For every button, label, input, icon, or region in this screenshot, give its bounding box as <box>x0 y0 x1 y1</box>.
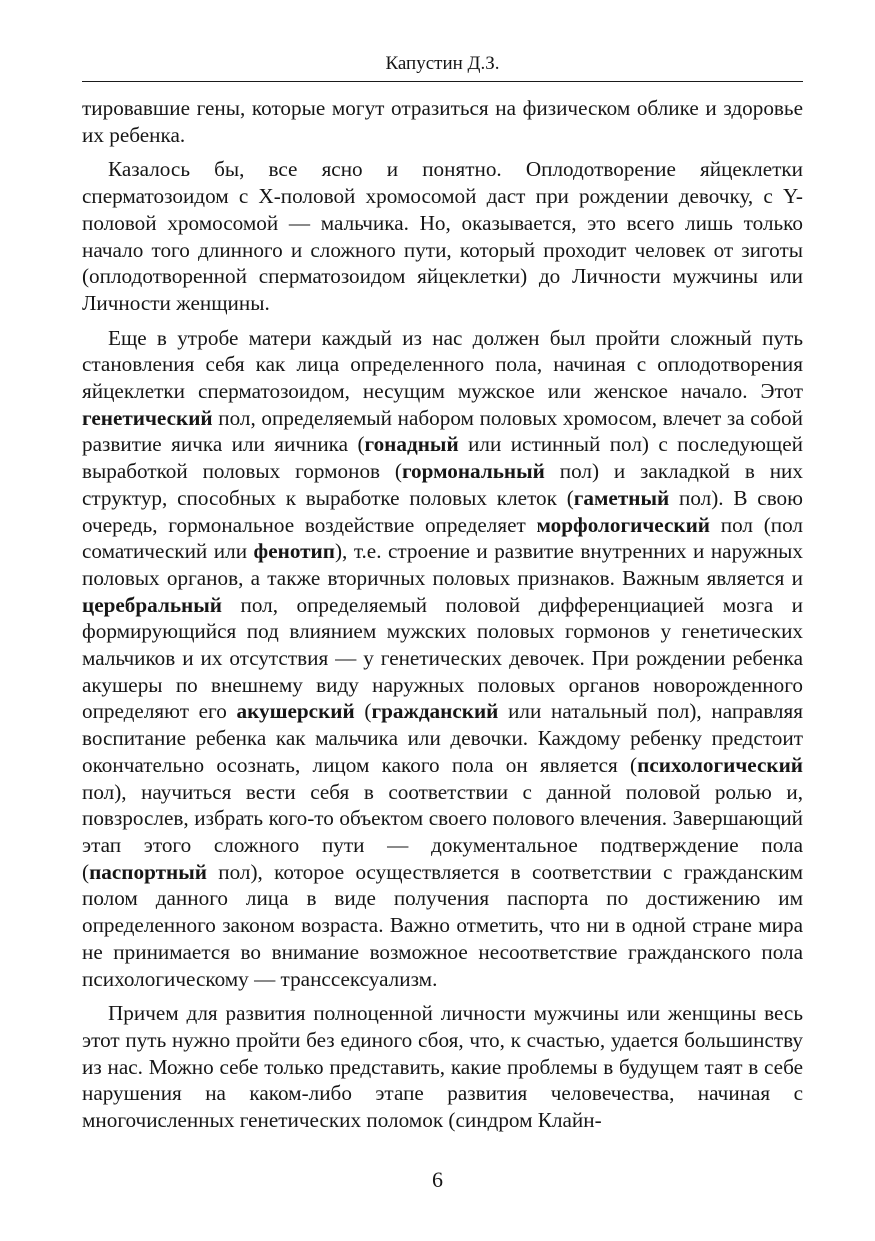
text-run: пол), которое осуществляется в соответствии с гражданским полом данного лица в виде получения паспорта по достижению им определенного законом возраста. Важно отметить, что ни в одной стране мира не принимается во внимание возможное несоответствие гражданского пола психологическому — транссексуализм. <box>82 859 803 991</box>
text-run: Еще в утробе матери каждый из нас должен был пройти сложный путь становления себя как лица определенного пола, начиная с оплодотворения яйцеклетки сперматозоидом, несущим мужское или женское начало. Этот <box>82 325 803 404</box>
bold-term: гормональный <box>401 459 545 484</box>
bold-term: гаметный <box>573 485 670 510</box>
text-run: пол, определяемый половой дифференциацией мозга и формирующийся под влиянием мужских половых гормонов у генетических мальчиков и их отсутствия — у генетических девочек. При рождении ребенка акушеры по внешнему виду наружных половых органов новорожденного определяют его <box>82 592 803 724</box>
text-run: пол) и закладкой в них структур, способных к выработке половых клеток ( <box>82 459 803 510</box>
text-run: пол, определяемый набором половых хромосом, влечет за собой развитие яичка или яичника ( <box>82 405 803 457</box>
bold-term: церебральный <box>82 592 223 617</box>
bold-term: психологический <box>637 752 803 777</box>
text-run: пол). В свою очередь, гормональное воздействие определяет <box>82 485 803 537</box>
paragraph <box>82 325 803 993</box>
bold-term: гонадный <box>364 432 459 457</box>
body-text <box>82 95 803 1142</box>
bold-term: гражданский <box>371 699 499 724</box>
running-header: Капустин Д.З. <box>82 46 803 82</box>
bold-term: акушерский <box>236 699 355 724</box>
bold-term: генетический <box>82 405 213 430</box>
text-run: пол), научиться вести себя в соответствии с данной половой ролью и, повзрослев, избрать кого-то объектом своего полового влечения. Завершающий этап этого сложного пути — документальное подтверждение пола ( <box>82 779 803 884</box>
text-run: тировавшие гены, которые могут отразиться на физическом облике и здоровье их ребенка. <box>82 96 803 147</box>
text-run: Причем для развития полноценной личности мужчины или женщины весь этот путь нужно пройти без единого сбоя, что, к счастью, удается большинству из нас. Можно себе только представить, какие проблемы в будущем таят в себе нарушения на каком-либо этапе развития человечества, начиная с многочисленных генетических поломок (синдром Клайн- <box>82 1001 803 1133</box>
page-number: 6 <box>432 1167 443 1192</box>
paragraph <box>82 1000 803 1134</box>
text-run: или натальный пол), направляя воспитание ребенка как мальчика или девочки. Каждому ребенку предстоит окончательно осознать, лицом какого пола он является ( <box>82 699 803 777</box>
text-run: пол (пол соматический или <box>82 512 803 564</box>
text-run: или истинный пол) с последующей выработкой половых гормонов ( <box>82 432 803 484</box>
paragraph <box>82 95 803 148</box>
text-run: Казалось бы, все ясно и понятно. Оплодотворение яйцеклетки сперматозоидом с X-половой хромосомой даст при рождении девочку, с Y-половой хромосомой — мальчика. Но, оказывается, это всего лишь только начало того длинного и сложного пути, который проходит человек от зиготы (оплодотворенной сперматозоидом яйцеклетки) до Личности мужчины или Личности женщины. <box>82 157 803 315</box>
text-run: ), т.е. строение и развитие внутренних и наружных половых органов, а также вторичных половых признаков. Важным является и <box>82 539 804 590</box>
paragraph <box>82 156 803 316</box>
text-run: ( <box>354 699 372 724</box>
bold-term: фенотип <box>253 539 335 564</box>
bold-term: паспортный <box>89 859 207 884</box>
bold-term: морфологический <box>536 512 710 537</box>
